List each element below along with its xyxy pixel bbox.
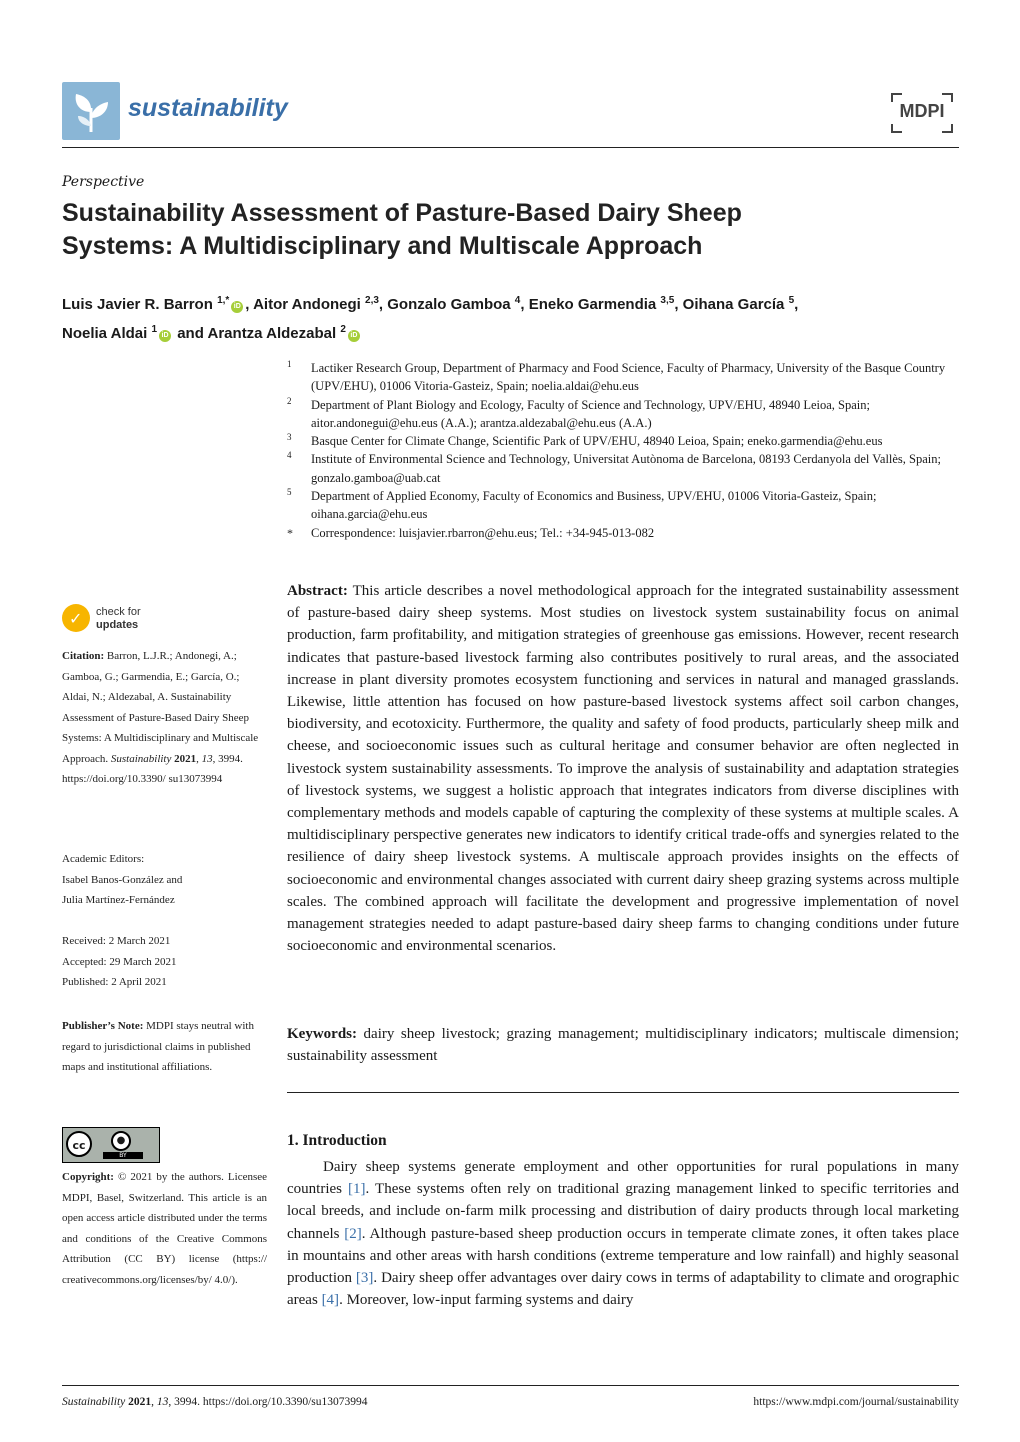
footer-doi[interactable]: , 3994. https://doi.org/10.3390/su13073994 — [168, 1396, 368, 1408]
keywords-label: Keywords: — [287, 1026, 357, 1042]
title-line: Sustainability Assessment of Pasture-Based Dairy Sheep — [62, 199, 742, 227]
publisher-note-label: Publisher’s Note: — [62, 1020, 144, 1032]
footer-year: 2021 — [128, 1396, 152, 1408]
copyright-block — [62, 1167, 267, 1290]
citation-doi[interactable]: 3994. https://doi.org/10.3390/ su13073994 — [62, 752, 243, 785]
keywords — [287, 1023, 959, 1067]
reference-link[interactable]: [2] — [344, 1225, 362, 1242]
footer: Sustainability 2021, 13, 3994. https://doi.org/10.3390/su13073994 https://www.mdpi.com/journal/sustainability — [62, 1396, 959, 1408]
received-date: Received: 2 March 2021 — [62, 935, 171, 947]
orcid-icon[interactable]: iD — [159, 330, 171, 342]
intro-text: . Moreover, low-input farming systems and dairy — [339, 1292, 634, 1309]
abstract — [287, 580, 959, 957]
affiliation — [287, 450, 962, 487]
author-name[interactable]: Eneko Garmendia — [528, 296, 657, 313]
author-name[interactable]: Oihana García — [682, 296, 785, 313]
article-title — [62, 197, 962, 263]
affiliation-text: Basque Center for Climate Change, Scientific Park of UPV/EHU, 48940 Leioa, Spain; eneko.garmendia@ehu.eus — [311, 434, 883, 449]
author-name[interactable]: Gonzalo Gamboa — [387, 296, 511, 313]
published-date: Published: 2 April 2021 — [62, 976, 167, 988]
author-affil-sup: 5 — [788, 295, 795, 306]
abstract-label: Abstract: — [287, 583, 348, 599]
check-label: check for — [96, 606, 141, 618]
affiliation — [287, 487, 962, 524]
citation-volume: 13 — [201, 752, 213, 765]
checkmark-icon: ✓ — [69, 609, 83, 628]
section-divider — [287, 1092, 959, 1093]
publisher-name: MDPI — [899, 101, 945, 121]
citation-text: Barron, L.J.R.; Andonegi, A.; Gamboa, G.; Garmendia, E.; García, O.; Aldai, N.; Aldezabal, A. Sustainability Assessment of Pasture-Based Dairy Sheep Systems: A Multidisciplinary and Multiscale Approach. — [62, 650, 259, 765]
affiliation-number: 5 — [287, 487, 292, 498]
citation-journal: Sustainability — [110, 752, 172, 765]
mdpi-logo[interactable] — [888, 92, 956, 134]
publisher-note-text: MDPI stays neutral with regard to jurisdictional claims in published maps and institutional affiliations. — [62, 1020, 254, 1073]
intro-text: . Dairy sheep offer advantages over dairy cows in terms of adaptability to climate and orographic areas — [287, 1270, 959, 1309]
affiliation — [287, 359, 962, 396]
author-name[interactable]: Arantza Aldezabal — [207, 325, 337, 342]
affiliation-number: 3 — [287, 432, 292, 443]
cc-license-badge[interactable] — [62, 1127, 160, 1163]
correspondence — [287, 524, 962, 542]
author-affil-sup: 2 — [340, 324, 346, 335]
affiliation — [287, 432, 962, 450]
affiliation-text: Department of Plant Biology and Ecology, Faculty of Science and Technology, UPV/EHU, 48940 Leioa, Spain; aitor.andonegui@ehu.eus (A.A.); arantza.aldezabal@ehu.eus (A.A.) — [311, 397, 870, 430]
check-for-updates-button[interactable] — [62, 604, 172, 638]
copyright-text: © 2021 by the authors. Licensee MDPI, Basel, Switzerland. This article is an open access article distributed under the terms and conditions of the Creative Commons Attribution (CC BY) license (https:// creativecommons.org/licenses/by/ 4.0/). — [62, 1171, 268, 1286]
author-list: Luis Javier R. Barron $^{1,*}$iD , Aitor Andonegi $^{2,3}$, Gonzalo Gamboa $^4$, Eneko Garmendia $^{3,5}$, Oihana García $^5$, Noelia Aldai $^1$iD and Arantza Aldezabal $^2$iD — [62, 295, 799, 342]
editors-block — [62, 849, 267, 911]
accepted-date: Accepted: 29 March 2021 — [62, 955, 177, 968]
intro-text: . Although pasture-based sheep production occurs in temperate climate zones, it often takes place in mountains and other areas with harsh conditions (extreme temperature and low rainfall) and highly seasonal production — [287, 1225, 959, 1287]
author-name[interactable]: Noelia Aldai — [62, 325, 148, 342]
by-label: BY — [103, 1152, 143, 1159]
author-affil-sup: 1,* — [217, 295, 230, 306]
section-heading: 1. Introduction — [287, 1132, 387, 1149]
orcid-icon[interactable]: iD — [231, 301, 243, 313]
author-name[interactable]: Aitor Andonegi — [253, 296, 361, 313]
reference-link[interactable]: [4] — [321, 1292, 340, 1309]
publisher-note — [62, 1016, 267, 1078]
footer-divider — [62, 1385, 959, 1386]
dates-block — [62, 931, 267, 993]
author-affil-sup: 1 — [151, 324, 158, 335]
article-type: Perspective — [62, 174, 145, 190]
affiliations — [287, 359, 962, 542]
editor-name: Julia Martínez-Fernández — [62, 894, 175, 906]
citation-block: Citation: Barron, L.J.R.; Andonegi, A.; Gamboa, G.; Garmendia, E.; García, O.; Aldai, N.; Aldezabal, A. Sustainability Assessment of Pasture-Based Dairy Sheep Systems: A Multidisciplinary and Multiscale Approach. Sustainability 2021, 13, 3994. https://doi.org/10.3390/ su13073994 — [62, 650, 259, 785]
plant-icon — [62, 82, 120, 140]
updates-label: updates — [96, 619, 139, 631]
citation-year: 2021 — [174, 752, 197, 765]
introduction-paragraph — [287, 1156, 959, 1311]
and-connector: and — [177, 325, 204, 342]
editor-name: Isabel Banos-González and — [62, 873, 183, 886]
title-line: Systems: A Multidisciplinary and Multiscale Approach — [62, 232, 703, 260]
affiliation-number: 4 — [287, 450, 292, 461]
footer-journal-url[interactable]: https://www.mdpi.com/journal/sustainability — [753, 1396, 959, 1408]
affiliation — [287, 396, 962, 433]
editors-label: Academic Editors: — [62, 853, 145, 865]
author-affil-sup: 2,3 — [365, 295, 379, 306]
cc-icon: cc — [66, 1131, 92, 1157]
author-affil-sup: 3,5 — [660, 295, 675, 306]
affiliation-number: 2 — [287, 395, 292, 406]
copyright-label: Copyright: — [62, 1171, 114, 1183]
affiliation-text: Institute of Environmental Science and Technology, Universitat Autònoma de Barcelona, 08193 Cerdanyola del Vallès, Spain; gonzalo.gamboa@uab.cat — [311, 452, 941, 485]
person-icon: ● — [111, 1131, 131, 1151]
affiliation-text: Lactiker Research Group, Department of Pharmacy and Food Science, Faculty of Pharmacy, University of the Basque Country (UPV/EHU), 01006 Vitoria-Gasteiz, Spain; noelia.aldai@ehu.eus — [311, 361, 946, 394]
header-divider — [62, 147, 959, 148]
footer-volume: 13 — [156, 1396, 169, 1408]
reference-link[interactable]: [3] — [355, 1270, 374, 1287]
reference-link[interactable]: [1] — [348, 1181, 366, 1198]
keywords-text: dairy sheep livestock; grazing management; multidisciplinary indicators; multiscale dimension; sustainability assessment — [287, 1026, 960, 1065]
intro-text: . These systems often rely on traditional grazing management linked to specific territories and local breeds, and include on-farm milk processing and distribution of dairy products through local marketing channels — [287, 1181, 960, 1242]
correspondence-text: Correspondence: luisjavier.rbarron@ehu.eus; Tel.: +34-945-013-082 — [311, 525, 655, 540]
affiliation-text: Department of Applied Economy, Faculty of Economics and Business, UPV/EHU, 01006 Vitoria-Gasteiz, Spain; oihana.garcia@ehu.eus — [311, 489, 877, 522]
footer-journal: Sustainability — [62, 1396, 126, 1408]
affiliation-number: 1 — [287, 359, 292, 369]
abstract-text: This article describes a novel methodological approach for the integrated sustainability assessment of pasture-based dairy sheep systems. Most studies on livestock system sustainability focus on animal production, farm profitability, and mitigation strategies of greenhouse gas emissions. However, recent research indicates that pasture-based livestock farming also contributes positively to rural areas, and the associated increase in plant diversity promotes ecosystem functioning and services in natural and managed grasslands. Likewise, little attention has focused on how pasture-based livestock systems affect soil carbon changes, biodiversity, and ecotoxicity. Furthermore, the quality and safety of food products, particularly sheep milk and cheese, and socioeconomic issues such as cultural heritage and consumer behavior are often neglected in livestock system sustainability assessments. To improve the analysis of sustainability and adaptation strategies of livestock systems, we suggest a holistic approach that integrates indicators from diverse disciplines with complementary methods and models capable of capturing the complexity of these systems at multiple scales. A multidisciplinary perspective generates new indicators to identify critical trade-offs and synergies related to the resilience of dairy sheep livestock systems. A multiscale approach provides insights on the effects of socioeconomic and environmental changes associated with current dairy sheep grazing systems across multiple scales. The combined approach will facilitate the development and progressive implementation of novel management strategies needed to adapt pasture-based dairy sheep farms to changing conditions under future socioeconomic and environmental scenarios. — [287, 583, 959, 955]
journal-logo — [62, 82, 120, 140]
intro-text: Dairy sheep systems generate employment and other opportunities for rural populations in many countries — [287, 1159, 959, 1198]
author-affil-sup: 4 — [514, 295, 521, 306]
affiliation-number: * — [287, 525, 293, 540]
author-name[interactable]: Luis Javier R. Barron — [62, 296, 213, 313]
journal-name[interactable]: sustainability — [128, 94, 288, 122]
orcid-icon[interactable]: iD — [348, 330, 360, 342]
citation-label: Citation: — [62, 650, 105, 662]
